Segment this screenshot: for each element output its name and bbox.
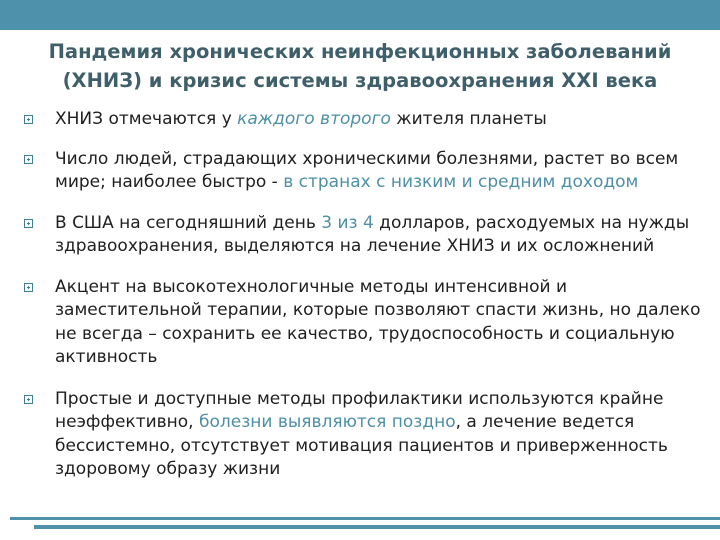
- bullet-text: ХНИЗ отмечаются у: [55, 109, 238, 129]
- slide-title-line-2: (ХНИЗ) и кризис системы здравоохранения XXI века: [62, 69, 658, 92]
- bullet-text: , а лечение ведется бессистемно, отсутствует мотивация пациентов и приверженность здоровому образу жизни: [55, 412, 668, 479]
- bullet-item: [22, 148, 702, 195]
- bullet-highlight: в странах с низким и средним доходом: [283, 172, 639, 192]
- bullet-highlight: 3 из 4: [321, 212, 374, 233]
- bullet-item: [22, 276, 702, 370]
- box-bullet-icon: [24, 219, 33, 228]
- box-bullet-icon: [24, 283, 33, 292]
- bullet-text: Число людей, страдающих хроническими болезнями, растет во всем мире; наиболее быстро -: [55, 148, 679, 192]
- bullet-item: [22, 212, 702, 259]
- top-banner: [0, 0, 720, 30]
- bullet-highlight: болезни выявляются поздно: [199, 412, 456, 432]
- box-bullet-icon: [24, 395, 33, 404]
- box-bullet-icon: [24, 115, 33, 124]
- box-bullet-icon: [24, 155, 33, 164]
- slide-title-line-1: Пандемия хронических неинфекционных заболеваний: [48, 40, 672, 63]
- bullet-list: [22, 108, 702, 482]
- bullet-text: долларов, расходуемых на нужды здравоохранения, выделяются на лечение ХНИЗ и их осложнений: [55, 212, 690, 256]
- bullet-item: [22, 388, 702, 482]
- bullet-text: жителя планеты: [390, 109, 547, 129]
- footer-divider-line: [34, 525, 720, 529]
- footer-divider-line: [10, 517, 720, 520]
- bullet-text: В США на сегодняшний день: [55, 212, 322, 233]
- bullet-text: Простые и доступные методы профилактики используются крайне неэффективно,: [55, 388, 664, 432]
- bullet-item: [22, 108, 702, 132]
- slide-title: [10, 37, 710, 95]
- bullet-text: Акцент на высокотехнологичные методы интенсивной и заместительной терапии, которые позволяют спасти жизнь, но далеко не всегда – сохранить ее качество, трудоспособность и социальную активность: [55, 276, 701, 367]
- bullet-highlight: каждого второго: [237, 109, 391, 129]
